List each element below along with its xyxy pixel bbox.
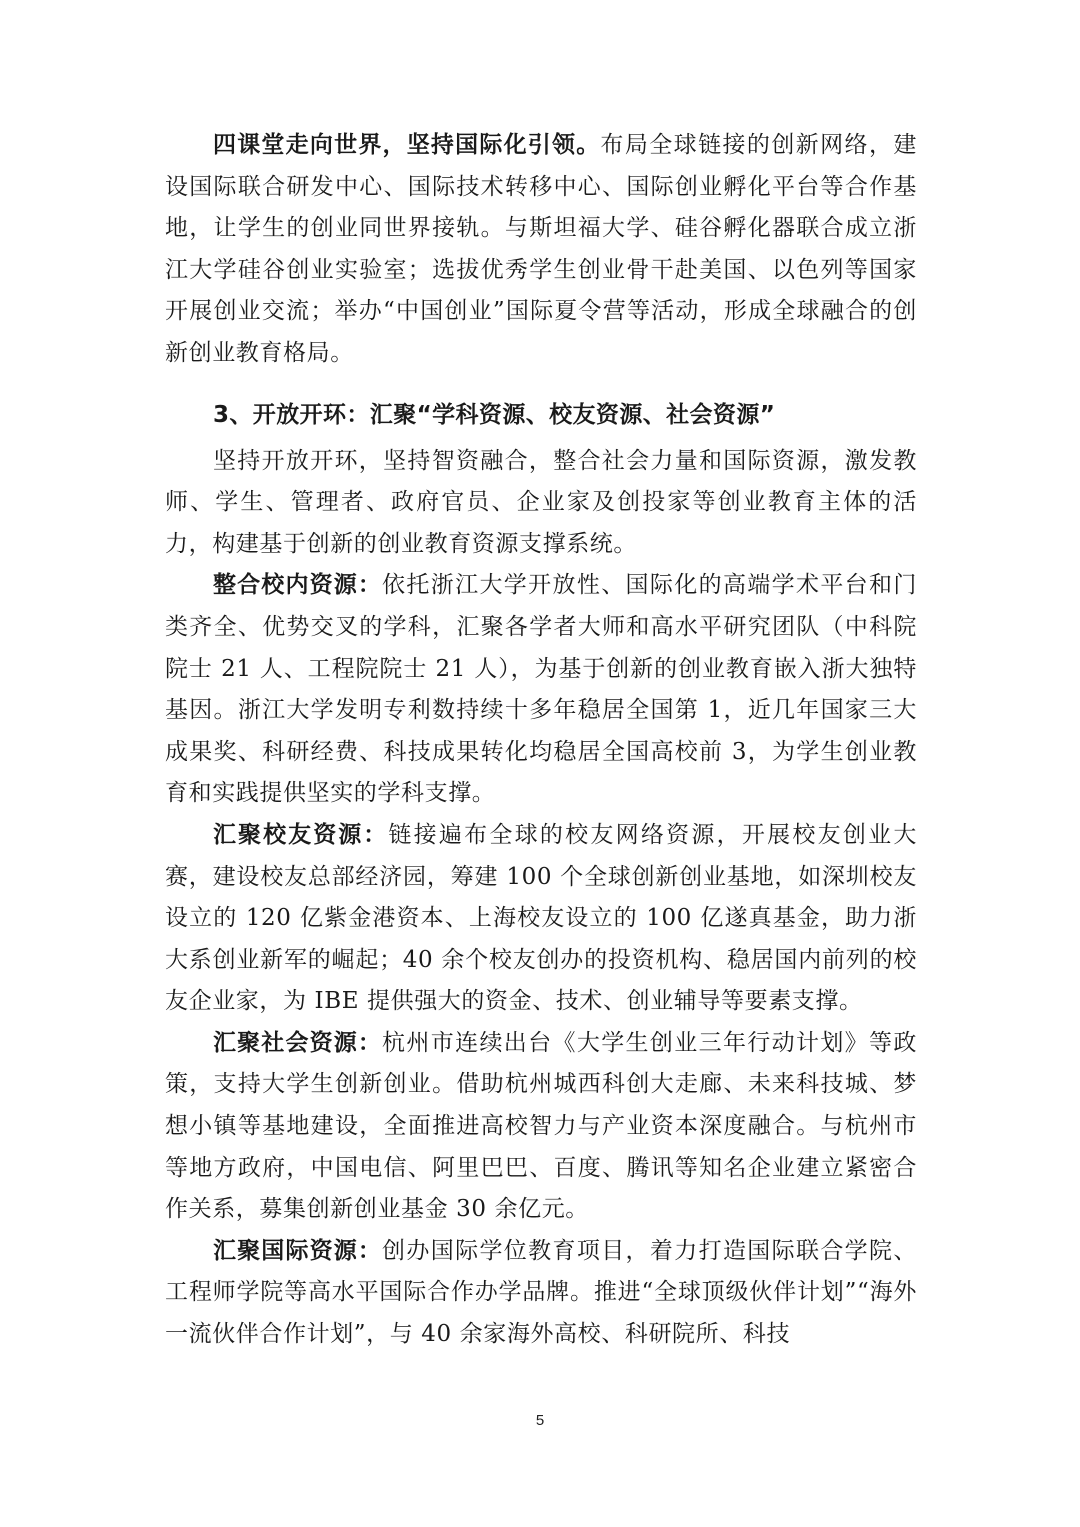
- paragraph-campus-resources: [165, 565, 917, 815]
- paragraph-body: 杭州市连续出台《大学生创业三年行动计划》等政策，支持大学生创新创业。借助杭州城西科创大走廊、未来科技城、梦想小镇等基地建设，全面推进高校智力与产业资本深度融合。与杭州市等地方政府，中国电信、阿里巴巴、百度、腾讯等知名企业建立紧密合作关系，募集创新创业基金 30 余亿元。: [165, 1029, 917, 1223]
- paragraph-alumni-resources: [165, 815, 917, 1023]
- paragraph-international-resources: [165, 1231, 917, 1356]
- paragraph-lead: 汇聚国际资源：: [213, 1237, 383, 1264]
- document-page: [165, 125, 917, 1356]
- paragraph-lead: 整合校内资源：: [213, 572, 383, 599]
- paragraph-body: 链接遍布全球的校友网络资源，开展校友创业大赛，建设校友总部经济园，筹建 100 个全球创新创业基地，如深圳校友设立的 120 亿紫金港资本、上海校友设立的 100 亿遂真基金，助力浙大系创业新军的崛起；40 余个校友创办的投资机构、稳居国内前列的校友企业家，为 IBE 提供强大的资金、技术、创业辅导等要素支撑。: [165, 821, 917, 1015]
- section-intro: 坚持开放开环，坚持智资融合，整合社会力量和国际资源，激发教师、学生、管理者、政府官员、企业家及创投家等创业教育主体的活力，构建基于创新的创业教育资源支撑系统。: [165, 447, 917, 557]
- paragraph-lead: 四课堂走向世界，坚持国际化引领。: [213, 132, 601, 158]
- paragraph-social-resources: [165, 1023, 917, 1231]
- paragraph-lead: 汇聚校友资源：: [213, 821, 389, 848]
- page-number: 5: [535, 1412, 545, 1429]
- paragraph-body: 创办国际学位教育项目，着力打造国际联合学院、工程师学院等高水平国际合作办学品牌。推进“全球顶级伙伴计划”“海外一流伙伴合作计划”，与 40 余家海外高校、科研院所、科技: [165, 1237, 917, 1348]
- paragraph-body: 布局全球链接的创新网络，建设国际联合研发中心、国际技术转移中心、国际创业孵化平台等合作基地，让学生的创业同世界接轨。与斯坦福大学、硅谷孵化器联合成立浙江大学硅谷创业实验室；选拔优秀学生创业骨干赴美国、以色列等国家开展创业交流；举办“中国创业”国际夏令营等活动，形成全球融合的创新创业教育格局。: [165, 132, 917, 366]
- section-heading: 3、开放开环：汇聚“学科资源、校友资源、社会资源”: [213, 401, 776, 428]
- paragraph-international: [165, 125, 917, 375]
- paragraph-body: 依托浙江大学开放性、国际化的高端学术平台和门类齐全、优势交叉的学科，汇聚各学者大师和高水平研究团队（中科院院士 21 人、工程院院士 21 人），为基于创新的创业教育嵌入浙大独特基因。浙江大学发明专利数持续十多年稳居全国第 1，近几年国家三大成果奖、科研经费、科技成果转化均稳居全国高校前 3，为学生创业教育和实践提供坚实的学科支撑。: [165, 572, 917, 807]
- paragraph-lead: 汇聚社会资源：: [213, 1029, 383, 1056]
